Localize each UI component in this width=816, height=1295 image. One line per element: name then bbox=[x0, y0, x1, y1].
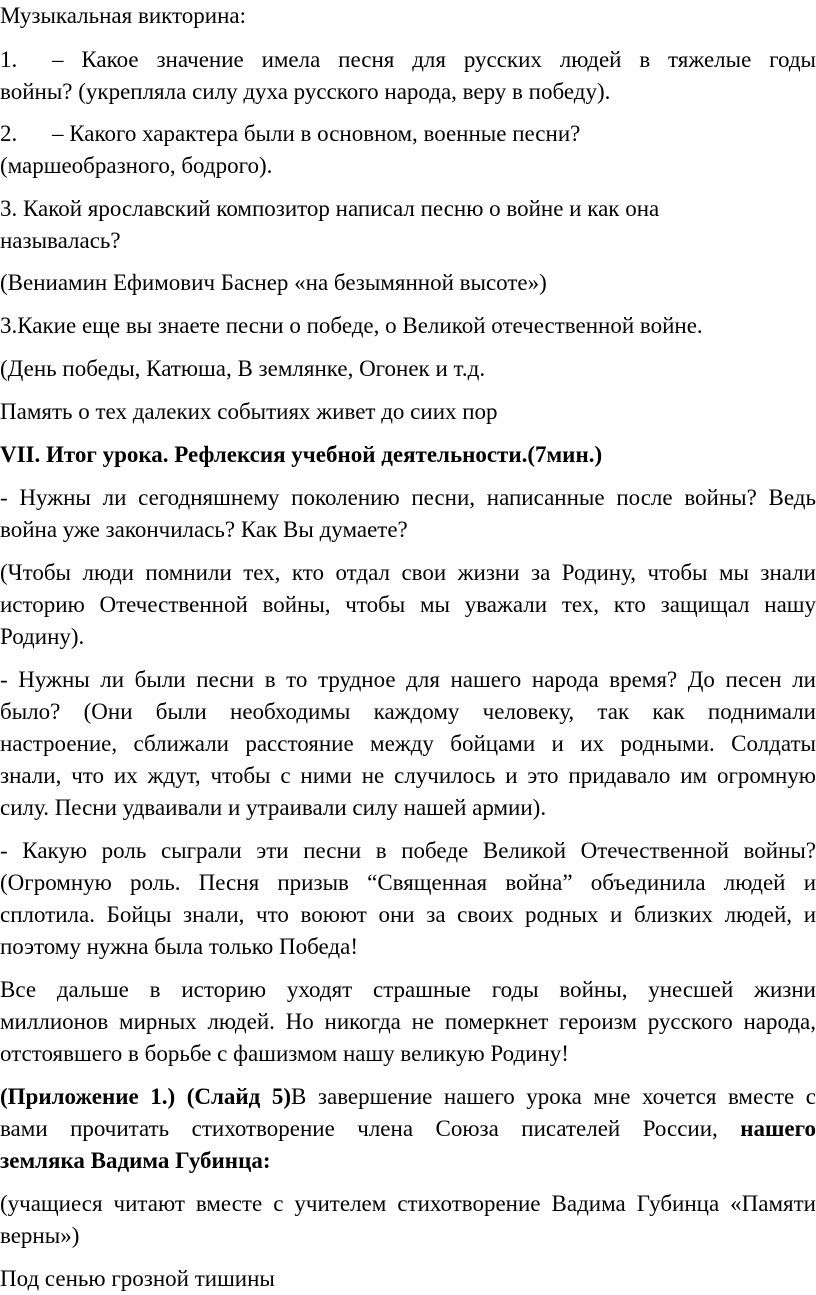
paragraph-6-bold-text: нашего bbox=[740, 1116, 816, 1141]
paragraph-5-line: миллионов мирных людей. Но никогда не померкнет героизм русского народа, bbox=[0, 1009, 816, 1034]
paragraph-5-line: Все дальше в историю уходят страшные годы войны, унесшей жизни bbox=[0, 977, 816, 1002]
question-2-line-1 bbox=[0, 118, 816, 150]
section-heading: VII. Итог урока. Рефлексия учебной деятельности.(7мин.) bbox=[0, 442, 603, 467]
paragraph-3-line: - Нужны ли были песни в то трудное для нашего народа время? До песен ли bbox=[0, 667, 816, 692]
question-1-line-2: войны? (укрепляла силу духа русского народа, веру в победу). bbox=[0, 79, 611, 104]
question-2-line-2: (маршеобразного, бодрого). bbox=[0, 153, 273, 178]
poem-first-line: Под сенью грозной тишины bbox=[0, 1266, 275, 1291]
paragraph-5-line: отстоявшего в борьбе с фашизмом нашу великую Родину! bbox=[0, 1041, 569, 1066]
question-1-text: – Какое значение имела песня для русских людей в тяжелые годы bbox=[52, 47, 816, 72]
answer-4: (День победы, Катюша, В землянке, Огонек и т.д. bbox=[0, 356, 486, 381]
question-4: 3.Какие еще вы знаете песни о победе, о Великой отечественной войне. bbox=[0, 313, 703, 338]
paragraph-6-text: В завершение нашего урока мне хочется вместе с bbox=[291, 1084, 816, 1109]
paragraph-3-line: силу. Песни удваивали и утраивали силу нашей армии). bbox=[0, 795, 547, 820]
paragraph-3-line: знали, что их ждут, чтобы с ними не случилось и это придавало им огромную bbox=[0, 763, 816, 788]
paragraph-7-line: (учащиеся читают вместе с учителем стихотворение Вадима Губинца «Памяти bbox=[0, 1191, 816, 1216]
paragraph-7-line: верны») bbox=[0, 1223, 80, 1248]
appendix-reference: (Приложение 1.) (Слайд 5) bbox=[0, 1084, 292, 1109]
paragraph-4-line: сплотила. Бойцы знали, что воюют они за своих родных и близких людей, и bbox=[0, 902, 816, 927]
paragraph-6-line-3: земляка Вадима Губинца: bbox=[0, 1148, 271, 1173]
paragraph-4-line: (Огромную роль. Песня призыв “Священная война” объединила людей и bbox=[0, 870, 816, 895]
paragraph-4-line: - Какую роль сыграли эти песни в победе Великой Отечественной войны? bbox=[0, 838, 816, 863]
paragraph-6-text: вами прочитать стихотворение члена Союза писателей России, bbox=[0, 1116, 741, 1141]
paragraph-1-line: война уже закончилась? Как Вы думаете? bbox=[0, 517, 408, 542]
paragraph-3-line: было? (Они были необходимы каждому человеку, так как поднимали bbox=[0, 699, 816, 724]
paragraph-3-line: настроение, сближали расстояние между бойцами и их родными. Солдаты bbox=[0, 731, 816, 756]
paragraph-6-line-1 bbox=[0, 1081, 816, 1113]
question-1-number: 1. bbox=[0, 47, 18, 72]
quiz-title: Музыкальная викторина: bbox=[0, 3, 246, 28]
paragraph-6-line-2 bbox=[0, 1113, 816, 1145]
paragraph-2-line: (Чтобы люди помнили тех, кто отдал свои жизни за Родину, чтобы мы знали bbox=[0, 560, 816, 585]
answer-3: (Вениамин Ефимович Баснер «на безымянной высоте») bbox=[0, 270, 547, 295]
question-2-text: – Какого характера были в основном, военные песни? bbox=[52, 121, 581, 146]
memory-line: Память о тех далеких событиях живет до сиих пор bbox=[0, 399, 498, 424]
paragraph-4-line: поэтому нужна была только Победа! bbox=[0, 934, 358, 959]
question-1-line-1 bbox=[0, 44, 816, 76]
paragraph-2-line: Родину). bbox=[0, 624, 85, 649]
question-3-line-2: называлась? bbox=[0, 228, 121, 253]
paragraph-2-line: историю Отечественной войны, чтобы мы уважали тех, кто защищал нашу bbox=[0, 592, 816, 617]
question-3-line-1: 3. Какой ярославский композитор написал песню о войне и как она bbox=[0, 196, 660, 221]
paragraph-1-line: - Нужны ли сегодняшнему поколению песни, написанные после войны? Ведь bbox=[0, 485, 816, 510]
question-2-number: 2. bbox=[0, 121, 18, 146]
